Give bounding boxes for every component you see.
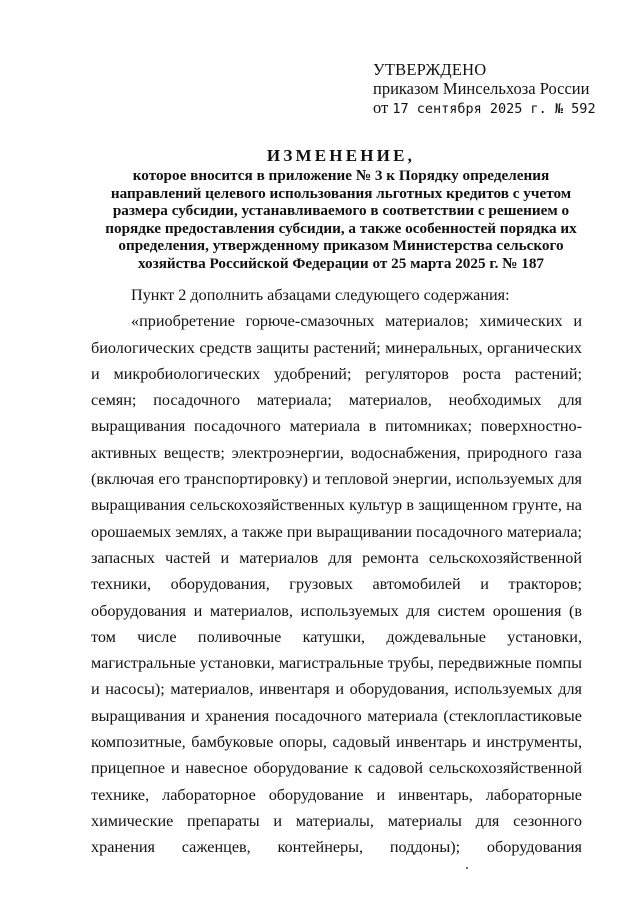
amendment-paragraph: «приобретение горюче-смазочных материалов; химических и биологических средств защиты растений; минеральных, органических и микробиологических удобрений; регуляторов роста растений; семян; посадочного материала; материалов, необходимых для выращивания посадочного материала в питомниках; поверхностно-активных веществ; электроэнергии, водоснабжения, природного газа (включая его транспортировку) и тепловой энергии, используемых для выращивания сельскохозяйственных культур в защищенном грунте, на орошаемых землях, а также при выращивании посадочного материала; запасных частей и материалов для ремонта сельскохозяйственной техники, оборудования, грузовых автомобилей и тракторов; оборудования и материалов, используемых для систем орошения (в том числе поливочные катушки, дождевальные установки, магистральные установки, магистральные трубы, передвижные помпы и насосы); материалов, инвентаря и оборудования, используемых для выращивания и хранения посадочного материала (стеклопластиковые композитные, бамбуковые опоры, садовый инвентарь и инструменты, прицепное и навесное оборудование к садовой сельскохозяйственной технике, лабораторное оборудование и инвентарь, лабораторные химические препараты и материалы, материалы для сезонного хранения саженцев, контейнеры, поддоны); оборудования (91, 312, 582, 857)
approval-date-stamp: 17 сентября 2025 г. № 592 (392, 101, 596, 117)
heading-title: ИЗМЕНЕНИЕ, (266, 146, 416, 165)
approval-date-prefix: от (373, 98, 389, 117)
approval-title: УТВЕРЖДЕНО (373, 60, 487, 79)
intro-paragraph: Пункт 2 дополнить абзацами следующего содержания: (131, 286, 510, 304)
document-heading (90, 145, 592, 273)
approval-order-line: приказом Минсельхоза России (373, 79, 590, 98)
document-body (91, 282, 582, 861)
heading-subtitle: которое вносится в приложение № 3 к Порядку определения направлений целевого использования льготных кредитов с учетом размера субсидии, устанавливаемого в соответствии с решением о порядке предоставления субсидии, а также особенностей порядка их определения, утвержденному приказом Министерства сельского хозяйства Российской Федерации от 25 марта 2025 г. № 187 (105, 167, 577, 272)
scan-artifact-dot (466, 867, 468, 869)
approval-block (373, 60, 623, 119)
approval-date-line (373, 98, 623, 119)
